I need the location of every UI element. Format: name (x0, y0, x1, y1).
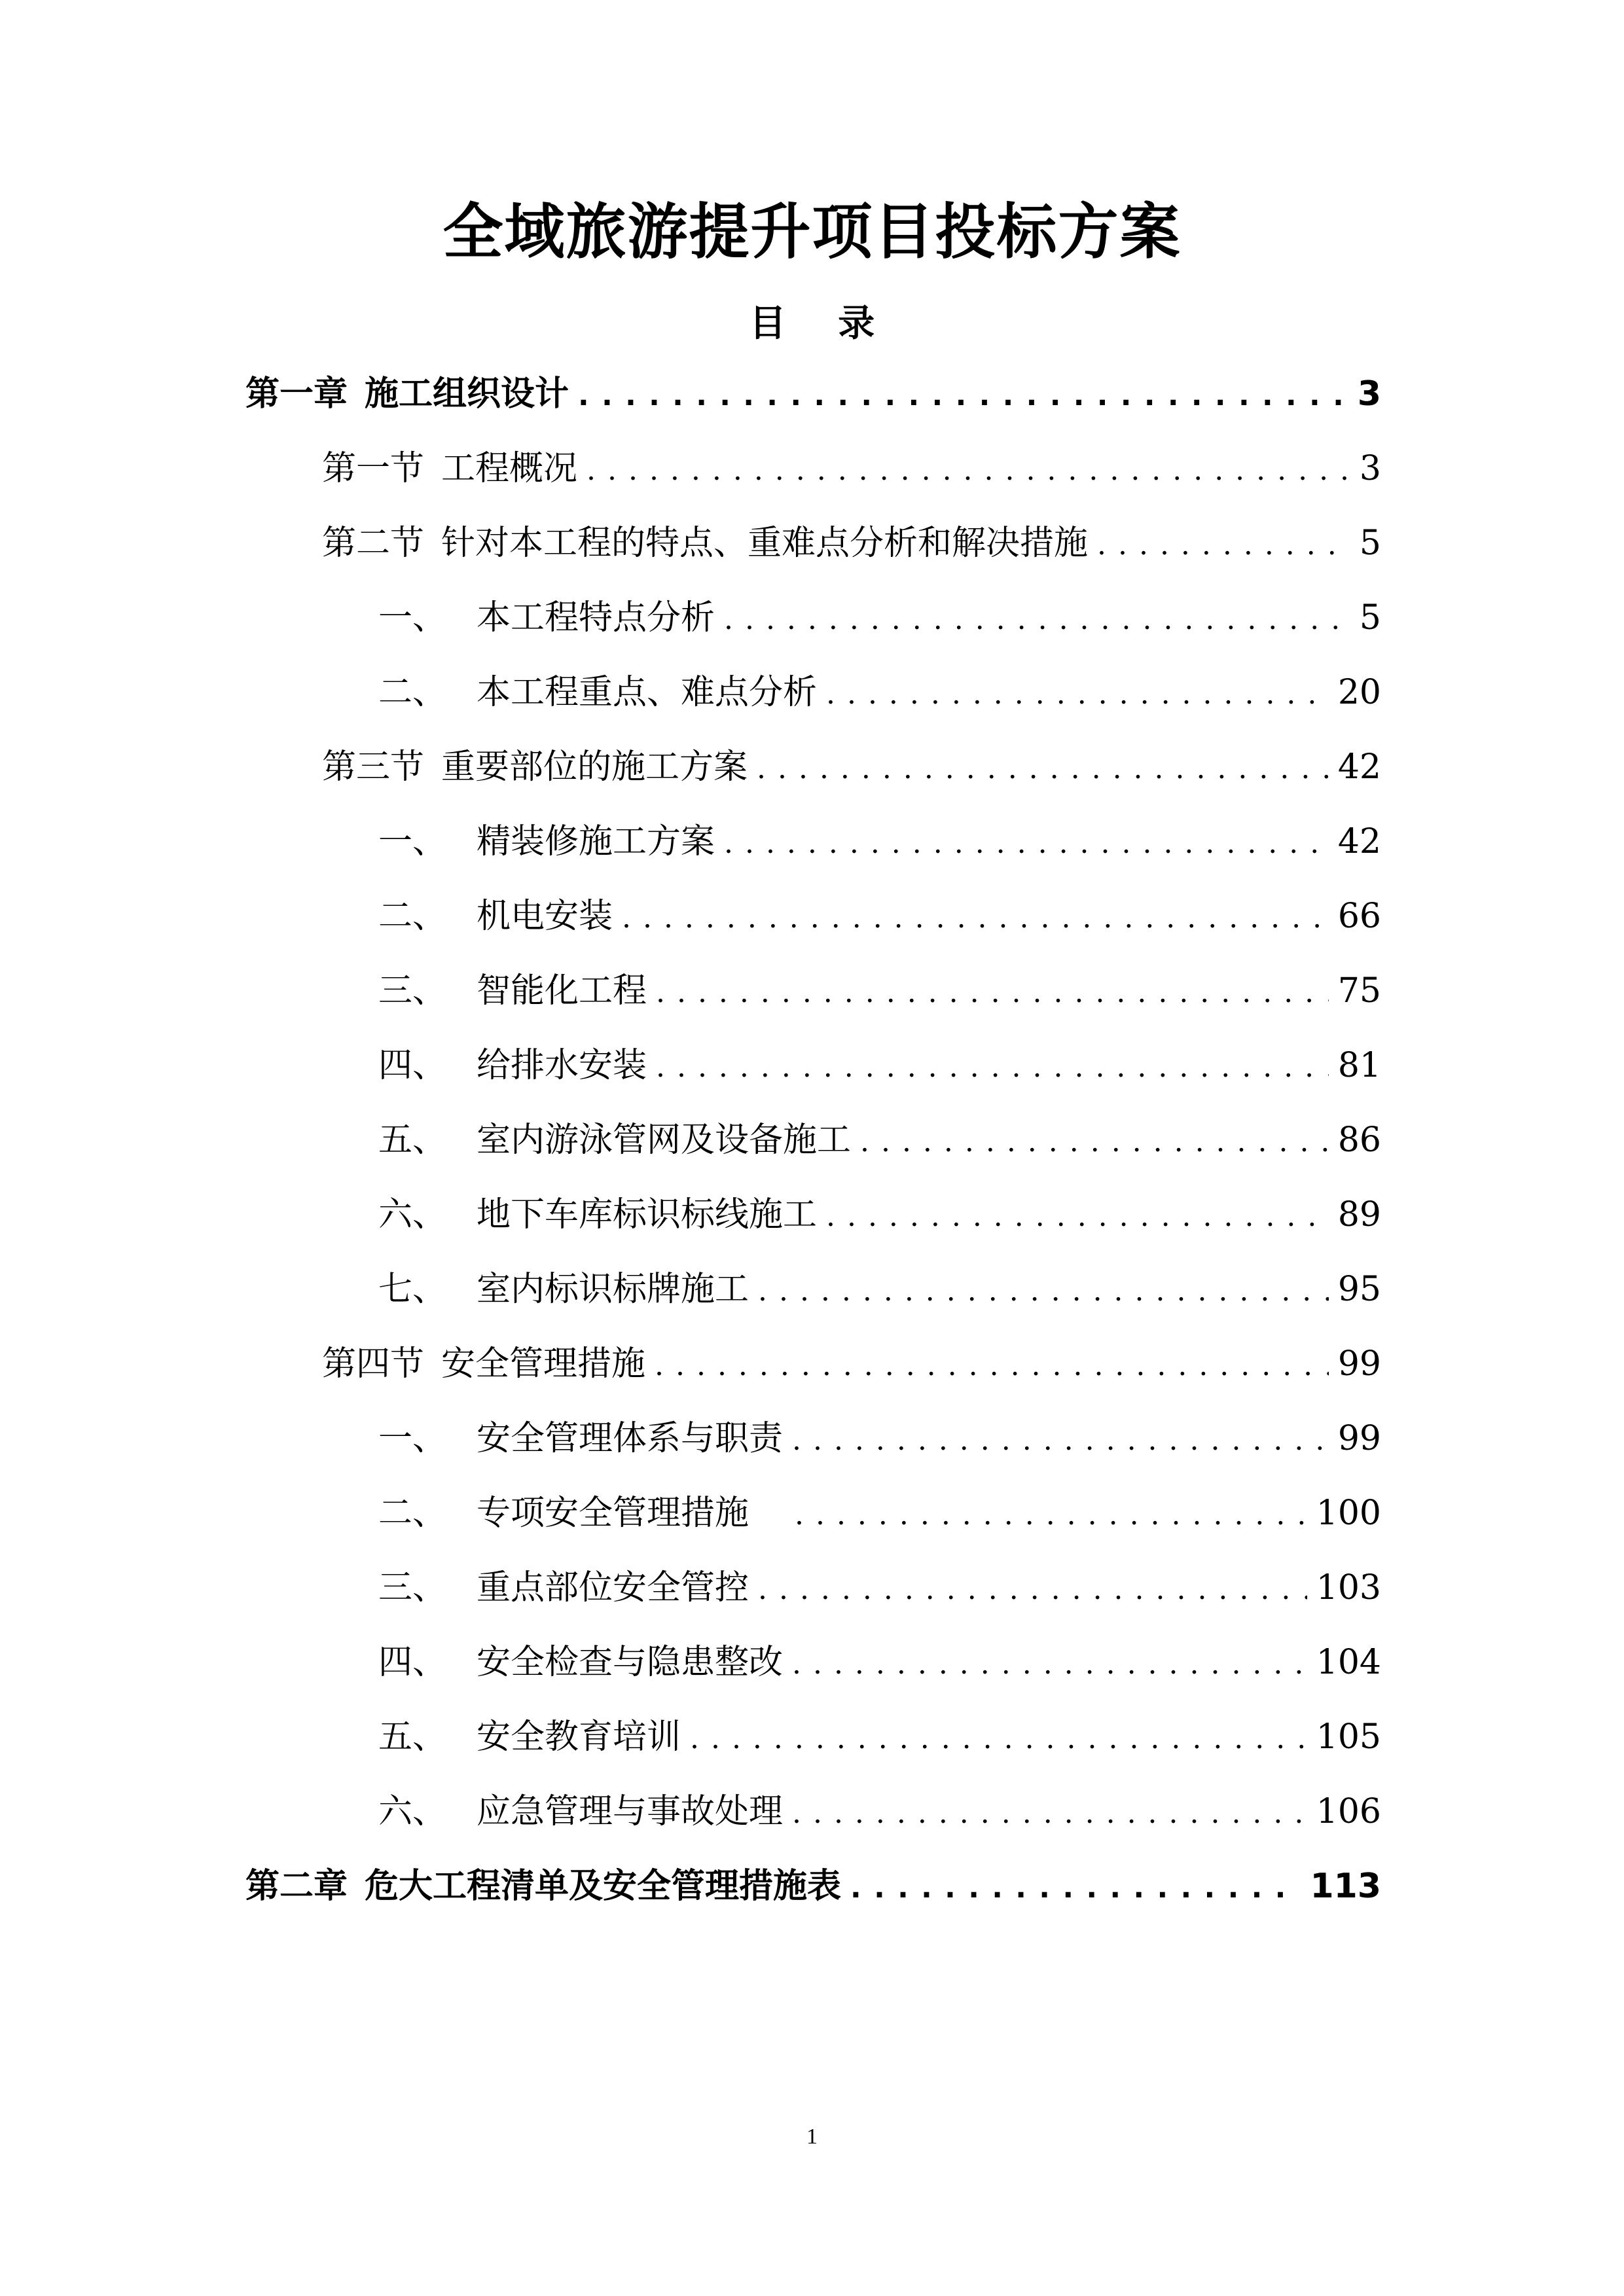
toc-dot-leader (656, 967, 1329, 1019)
toc-entry-page: 100 (1316, 1494, 1381, 1533)
toc-entry-page: 81 (1337, 1046, 1381, 1085)
toc-entry-page: 105 (1316, 1717, 1381, 1757)
toc-entry-number: 一、 (378, 1419, 447, 1458)
toc-heading: 目 录 (749, 302, 895, 345)
toc-entry-number: 四、 (378, 1643, 447, 1682)
toc-entry[interactable] (322, 517, 1381, 569)
toc-entry-title: 专项安全管理措施 (477, 1494, 749, 1533)
toc-dot-leader (656, 1041, 1329, 1094)
toc-entry-number: 四、 (378, 1046, 447, 1085)
toc-entry-number: 第一章 (245, 374, 348, 414)
toc-dot-leader (792, 1638, 1307, 1691)
toc-entry[interactable] (378, 816, 1381, 868)
toc-dot-leader (1097, 519, 1350, 571)
toc-entry[interactable] (378, 666, 1381, 719)
toc-entry-title: 本工程重点、难点分析 (477, 673, 818, 712)
toc-dot-leader (690, 1713, 1307, 1765)
toc-entry-title: 安全管理体系与职责 (477, 1419, 784, 1458)
toc-entry-number: 五、 (378, 1121, 447, 1160)
toc-entry-number: 第三节 (322, 747, 425, 787)
toc-entry-number: 第四节 (322, 1344, 425, 1384)
toc-entry-page: 3 (1357, 374, 1381, 414)
toc-entry-page: 5 (1359, 524, 1381, 563)
toc-entry-title: 精装修施工方案 (477, 822, 715, 861)
toc-entry[interactable] (378, 592, 1381, 644)
toc-entry-page: 113 (1310, 1867, 1381, 1906)
toc-entry-number: 一、 (378, 598, 447, 637)
toc-entry-number: 三、 (378, 1568, 447, 1607)
toc-entry-title: 应急管理与事故处理 (477, 1792, 784, 1831)
toc-entry-page: 3 (1359, 449, 1381, 488)
toc-dot-leader (826, 1191, 1329, 1243)
toc-dot-leader (795, 1489, 1307, 1541)
toc-dot-leader (792, 1414, 1329, 1467)
toc-entry[interactable] (378, 1785, 1381, 1838)
toc-entry-number: 第二节 (322, 524, 425, 563)
toc-entry-title: 机电安装 (477, 897, 613, 936)
toc-entry[interactable] (378, 890, 1381, 942)
toc-dot-leader (826, 668, 1329, 721)
toc-entry-page: 42 (1337, 822, 1381, 861)
toc-entry-title: 给排水安装 (477, 1046, 647, 1085)
toc-entry-number: 三、 (378, 971, 447, 1011)
toc-entry[interactable] (378, 1562, 1381, 1614)
toc-entry[interactable] (378, 1412, 1381, 1465)
toc-dot-leader (655, 1340, 1329, 1392)
toc-entry-title: 安全管理措施 (441, 1344, 646, 1384)
toc-entry-number: 六、 (378, 1792, 447, 1831)
toc-dot-leader (586, 444, 1350, 497)
toc-entry[interactable] (378, 1487, 1381, 1539)
document-title: 全域旅游提升项目投标方案 (442, 197, 1182, 267)
toc-entry-number: 第二章 (245, 1867, 348, 1906)
toc-entry[interactable] (245, 368, 1381, 420)
toc-dot-leader (724, 594, 1350, 646)
toc-entry-title: 重点部位安全管控 (477, 1568, 749, 1607)
toc-entry-page: 106 (1316, 1792, 1381, 1831)
toc-entry-page: 5 (1359, 598, 1381, 637)
toc-entry-title: 本工程特点分析 (477, 598, 715, 637)
toc-entry[interactable] (378, 1636, 1381, 1689)
toc-entry[interactable] (322, 741, 1381, 793)
toc-dot-leader (850, 1862, 1301, 1914)
toc-entry-title: 工程概况 (441, 449, 578, 488)
toc-entry-title: 地下车库标识标线施工 (477, 1195, 818, 1234)
toc-entry[interactable] (378, 965, 1381, 1017)
toc-entry[interactable] (378, 1263, 1381, 1316)
toc-dot-leader (758, 1564, 1307, 1616)
toc-entry-page: 99 (1337, 1419, 1381, 1458)
toc-entry-page: 75 (1337, 971, 1381, 1011)
toc-entry-number: 一、 (378, 822, 447, 861)
toc-entry-number: 六、 (378, 1195, 447, 1234)
toc-dot-leader (724, 817, 1329, 870)
toc-entry-number: 第一节 (322, 449, 425, 488)
toc-dot-leader (758, 1265, 1329, 1318)
toc-dot-leader (757, 743, 1329, 795)
toc-entry-page: 89 (1337, 1195, 1381, 1234)
toc-entry-number: 二、 (378, 1494, 447, 1533)
toc-entry[interactable] (378, 1039, 1381, 1092)
toc-dot-leader (578, 370, 1348, 422)
toc-entry-page: 20 (1337, 673, 1381, 712)
toc-entry-title: 室内标识标牌施工 (477, 1270, 749, 1309)
toc-entry-title: 室内游泳管网及设备施工 (477, 1121, 852, 1160)
toc-entry-page: 66 (1337, 897, 1381, 936)
toc-entry-number: 七、 (378, 1270, 447, 1309)
toc-entry-title: 施工组织设计 (365, 374, 569, 414)
toc-entry-title: 危大工程清单及安全管理措施表 (365, 1867, 842, 1906)
toc-entry-title: 智能化工程 (477, 971, 647, 1011)
toc-entry-title: 安全教育培训 (477, 1717, 681, 1757)
toc-entry-page: 42 (1337, 747, 1381, 787)
toc-entry-page: 95 (1337, 1270, 1381, 1309)
toc-entry-number: 二、 (378, 673, 447, 712)
toc-entry[interactable] (378, 1189, 1381, 1241)
page-number: 1 (806, 2125, 818, 2149)
toc-entry-number: 五、 (378, 1717, 447, 1757)
toc-entry-page: 103 (1316, 1568, 1381, 1607)
toc-entry[interactable] (378, 1711, 1381, 1763)
toc-entry-page: 86 (1337, 1121, 1381, 1160)
toc-entry-title: 重要部位的施工方案 (441, 747, 748, 787)
toc-entry[interactable] (378, 1114, 1381, 1166)
toc-entry[interactable] (322, 1338, 1381, 1390)
toc-dot-leader (622, 892, 1329, 944)
toc-entry-page: 104 (1316, 1643, 1381, 1682)
toc-entry-title: 安全检查与隐患整改 (477, 1643, 784, 1682)
toc-entry-page: 99 (1337, 1344, 1381, 1384)
toc-entry-number: 二、 (378, 897, 447, 936)
toc-dot-leader (792, 1787, 1307, 1840)
toc-dot-leader (860, 1116, 1329, 1168)
toc-entry[interactable] (322, 442, 1381, 495)
toc-entry-title: 针对本工程的特点、重难点分析和解决措施 (441, 524, 1089, 563)
toc-entry[interactable] (245, 1860, 1381, 1912)
